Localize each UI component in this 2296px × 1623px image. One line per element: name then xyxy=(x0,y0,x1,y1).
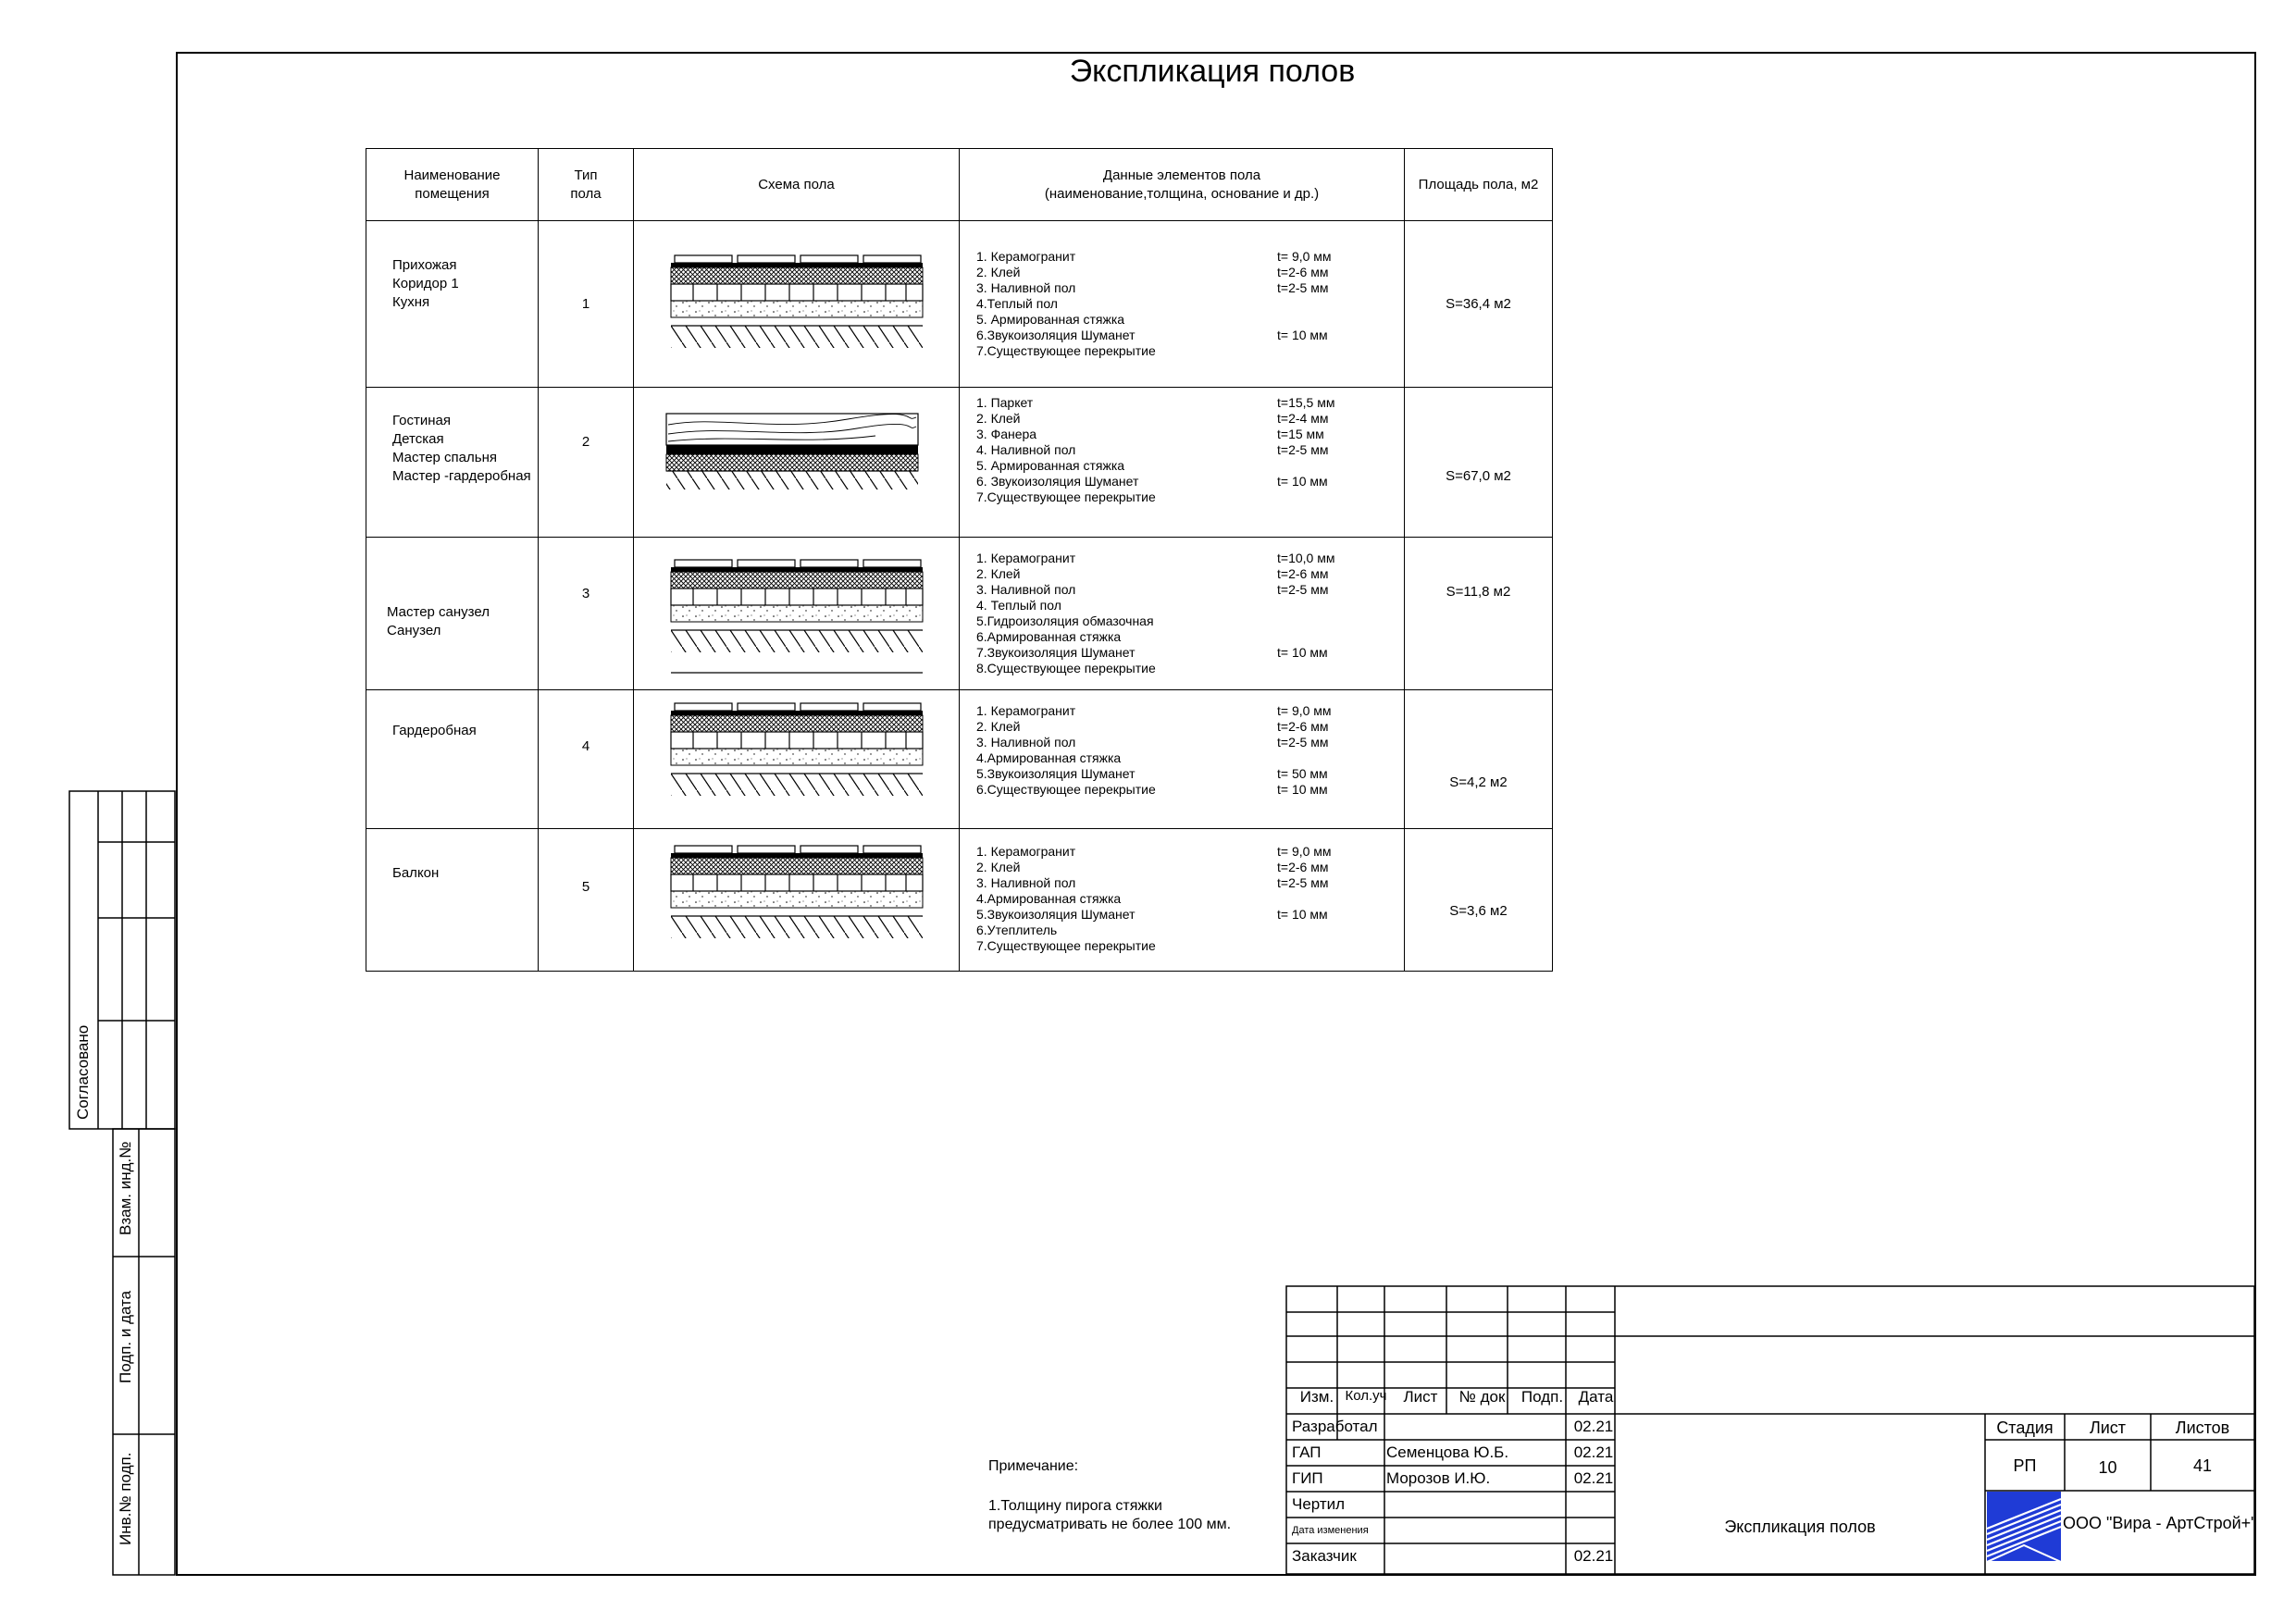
floor-type: 4 xyxy=(539,690,634,829)
floor-scheme xyxy=(634,388,960,538)
floor-type: 3 xyxy=(539,538,634,690)
stamp-col-header: № док xyxy=(1458,1388,1506,1406)
table-row xyxy=(366,538,1553,690)
sheets-value: 41 xyxy=(2192,1456,2213,1475)
company-logo-icon xyxy=(1987,1492,2061,1562)
layers-list: 1. Паркет t=15,5 мм 2. Клей t=2-4 мм 3. Фанера t=15 мм 4. Наливной пол t=2-5 мм 5. Армированная стяжка 6. Звукоизоляция Шуманет t= 10 мм 7.Существующее перекрытие xyxy=(960,388,1405,538)
stage-label: Стадия xyxy=(1996,1419,2054,1437)
stamp-name: Морозов И.Ю. xyxy=(1386,1469,1491,1487)
stamp-name: Семенцова Ю.Б. xyxy=(1386,1443,1509,1461)
header-type: Тип пола xyxy=(539,149,634,221)
stamp-role: ГИП xyxy=(1292,1469,1323,1487)
note-line-2: предусматривать не более 100 мм. xyxy=(988,1517,1232,1532)
floor-explication-table xyxy=(366,148,1553,972)
stamp-col-header: Изм. xyxy=(1299,1388,1334,1406)
table-row xyxy=(366,221,1553,388)
floor-scheme xyxy=(634,538,960,690)
floor-scheme-drawing xyxy=(667,844,926,948)
stamp-col-header: Лист xyxy=(1403,1388,1438,1406)
stamp-date: 02.21 xyxy=(1573,1547,1614,1565)
inv-orig-label: Инв.№ подп. xyxy=(117,1452,134,1545)
doc-title: Экспликация полов xyxy=(1724,1518,1876,1536)
stamp-date: 02.21 xyxy=(1573,1418,1614,1435)
stage-value: РП xyxy=(2013,1456,2037,1475)
sheets-label: Листов xyxy=(2175,1419,2230,1437)
floor-area: S=11,8 м2 xyxy=(1405,538,1553,690)
table-row xyxy=(366,690,1553,829)
stamp-roles xyxy=(1292,1414,1378,1569)
floor-type: 5 xyxy=(539,829,634,972)
floor-scheme-drawing xyxy=(667,558,926,678)
layers-list: 1. Керамогранит t= 9,0 мм 2. Клей t=2-6 мм 3. Наливной пол t=2-5 мм 4.Армированная стяжка 5.Звукоизоляция Шуманет t= 50 мм 6.Существующее перекрытие t= 10 мм xyxy=(960,690,1405,829)
stamp-role: Дата изменения xyxy=(1292,1525,1369,1536)
layers-list: 1. Керамогранит t= 9,0 мм 2. Клей t=2-6 мм 3. Наливной пол t=2-5 мм 4.Армированная стяжка 5.Звукоизоляция Шуманет t= 10 мм 6.Утеплитель 7.Существующее перекрытие xyxy=(960,829,1405,972)
table-header-row xyxy=(366,149,1553,221)
header-area: Площадь пола, м2 xyxy=(1405,149,1553,221)
room-names: Прихожая Коридор 1 Кухня xyxy=(366,221,539,388)
sign-date-label: Подп. и дата xyxy=(117,1290,134,1383)
stamp-col-headers xyxy=(1292,1388,1620,1406)
stamp-date: 02.21 xyxy=(1573,1469,1614,1487)
floor-type: 2 xyxy=(539,388,634,538)
stamp-col-header: Подп. xyxy=(1520,1388,1564,1406)
floor-scheme xyxy=(634,829,960,972)
floor-scheme-drawing xyxy=(663,412,931,495)
sheet-value: 10 xyxy=(2098,1458,2117,1477)
layers-list: 1. Керамогранит t=10,0 мм 2. Клей t=2-6 мм 3. Наливной пол t=2-5 мм 4. Теплый пол 5.Гидроизоляция обмазочная 6.Армированная стяжка 7.Звукоизоляция Шуманет t= 10 мм 8.Существующее перекрытие xyxy=(960,538,1405,690)
layers-list: 1. Керамогранит t= 9,0 мм 2. Клей t=2-6 мм 3. Наливной пол t=2-5 мм 4.Теплый пол 5. Армированная стяжка 6.Звукоизоляция Шуманет t= 10 мм 7.Существующее перекрытие xyxy=(960,221,1405,388)
floor-scheme-drawing xyxy=(667,701,926,805)
stamp-role: Чертил xyxy=(1292,1495,1346,1513)
sheet-label: Лист xyxy=(2089,1419,2127,1437)
floor-area: S=4,2 м2 xyxy=(1405,690,1553,829)
stamp-names xyxy=(1386,1440,1508,1492)
stamp-col-header: Кол.уч xyxy=(1345,1388,1387,1404)
note-heading: Примечание: xyxy=(988,1458,1079,1474)
header-scheme: Схема пола xyxy=(634,149,960,221)
table-row xyxy=(366,388,1553,538)
inv-replace-label: Взам. инд.№ xyxy=(117,1141,134,1235)
stamp-dates xyxy=(1570,1414,1617,1569)
stamp-role: ГАП xyxy=(1292,1443,1322,1461)
company-name: ООО "Вира - АртСтрой+" xyxy=(2063,1514,2257,1532)
note-line-1: 1.Толщину пирога стяжки xyxy=(988,1498,1162,1514)
floor-area: S=36,4 м2 xyxy=(1405,221,1553,388)
floor-scheme xyxy=(634,690,960,829)
table-row xyxy=(366,829,1553,972)
room-names: Мастер санузел Санузел xyxy=(366,538,539,690)
room-names: Гостиная Детская Мастер спальня Мастер -гардеробная xyxy=(366,388,539,538)
page-title: Экспликация полов xyxy=(1069,54,1356,89)
stamp-role: Заказчик xyxy=(1292,1547,1357,1565)
stamp-role: Разработал xyxy=(1292,1418,1378,1435)
agreed-label: Согласовано xyxy=(74,1024,92,1120)
header-room-name: Наименование помещения xyxy=(366,149,539,221)
floor-scheme-drawing xyxy=(667,254,926,355)
header-data: Данные элементов пола (наименование,толщина, основание и др.) xyxy=(960,149,1405,221)
stamp-col-header: Дата xyxy=(1578,1388,1614,1406)
stamp-date: 02.21 xyxy=(1573,1443,1614,1461)
room-names: Балкон xyxy=(366,829,539,972)
floor-area: S=67,0 м2 xyxy=(1405,388,1553,538)
floor-type: 1 xyxy=(539,221,634,388)
floor-scheme xyxy=(634,221,960,388)
room-names: Гардеробная xyxy=(366,690,539,829)
floor-area: S=3,6 м2 xyxy=(1405,829,1553,972)
